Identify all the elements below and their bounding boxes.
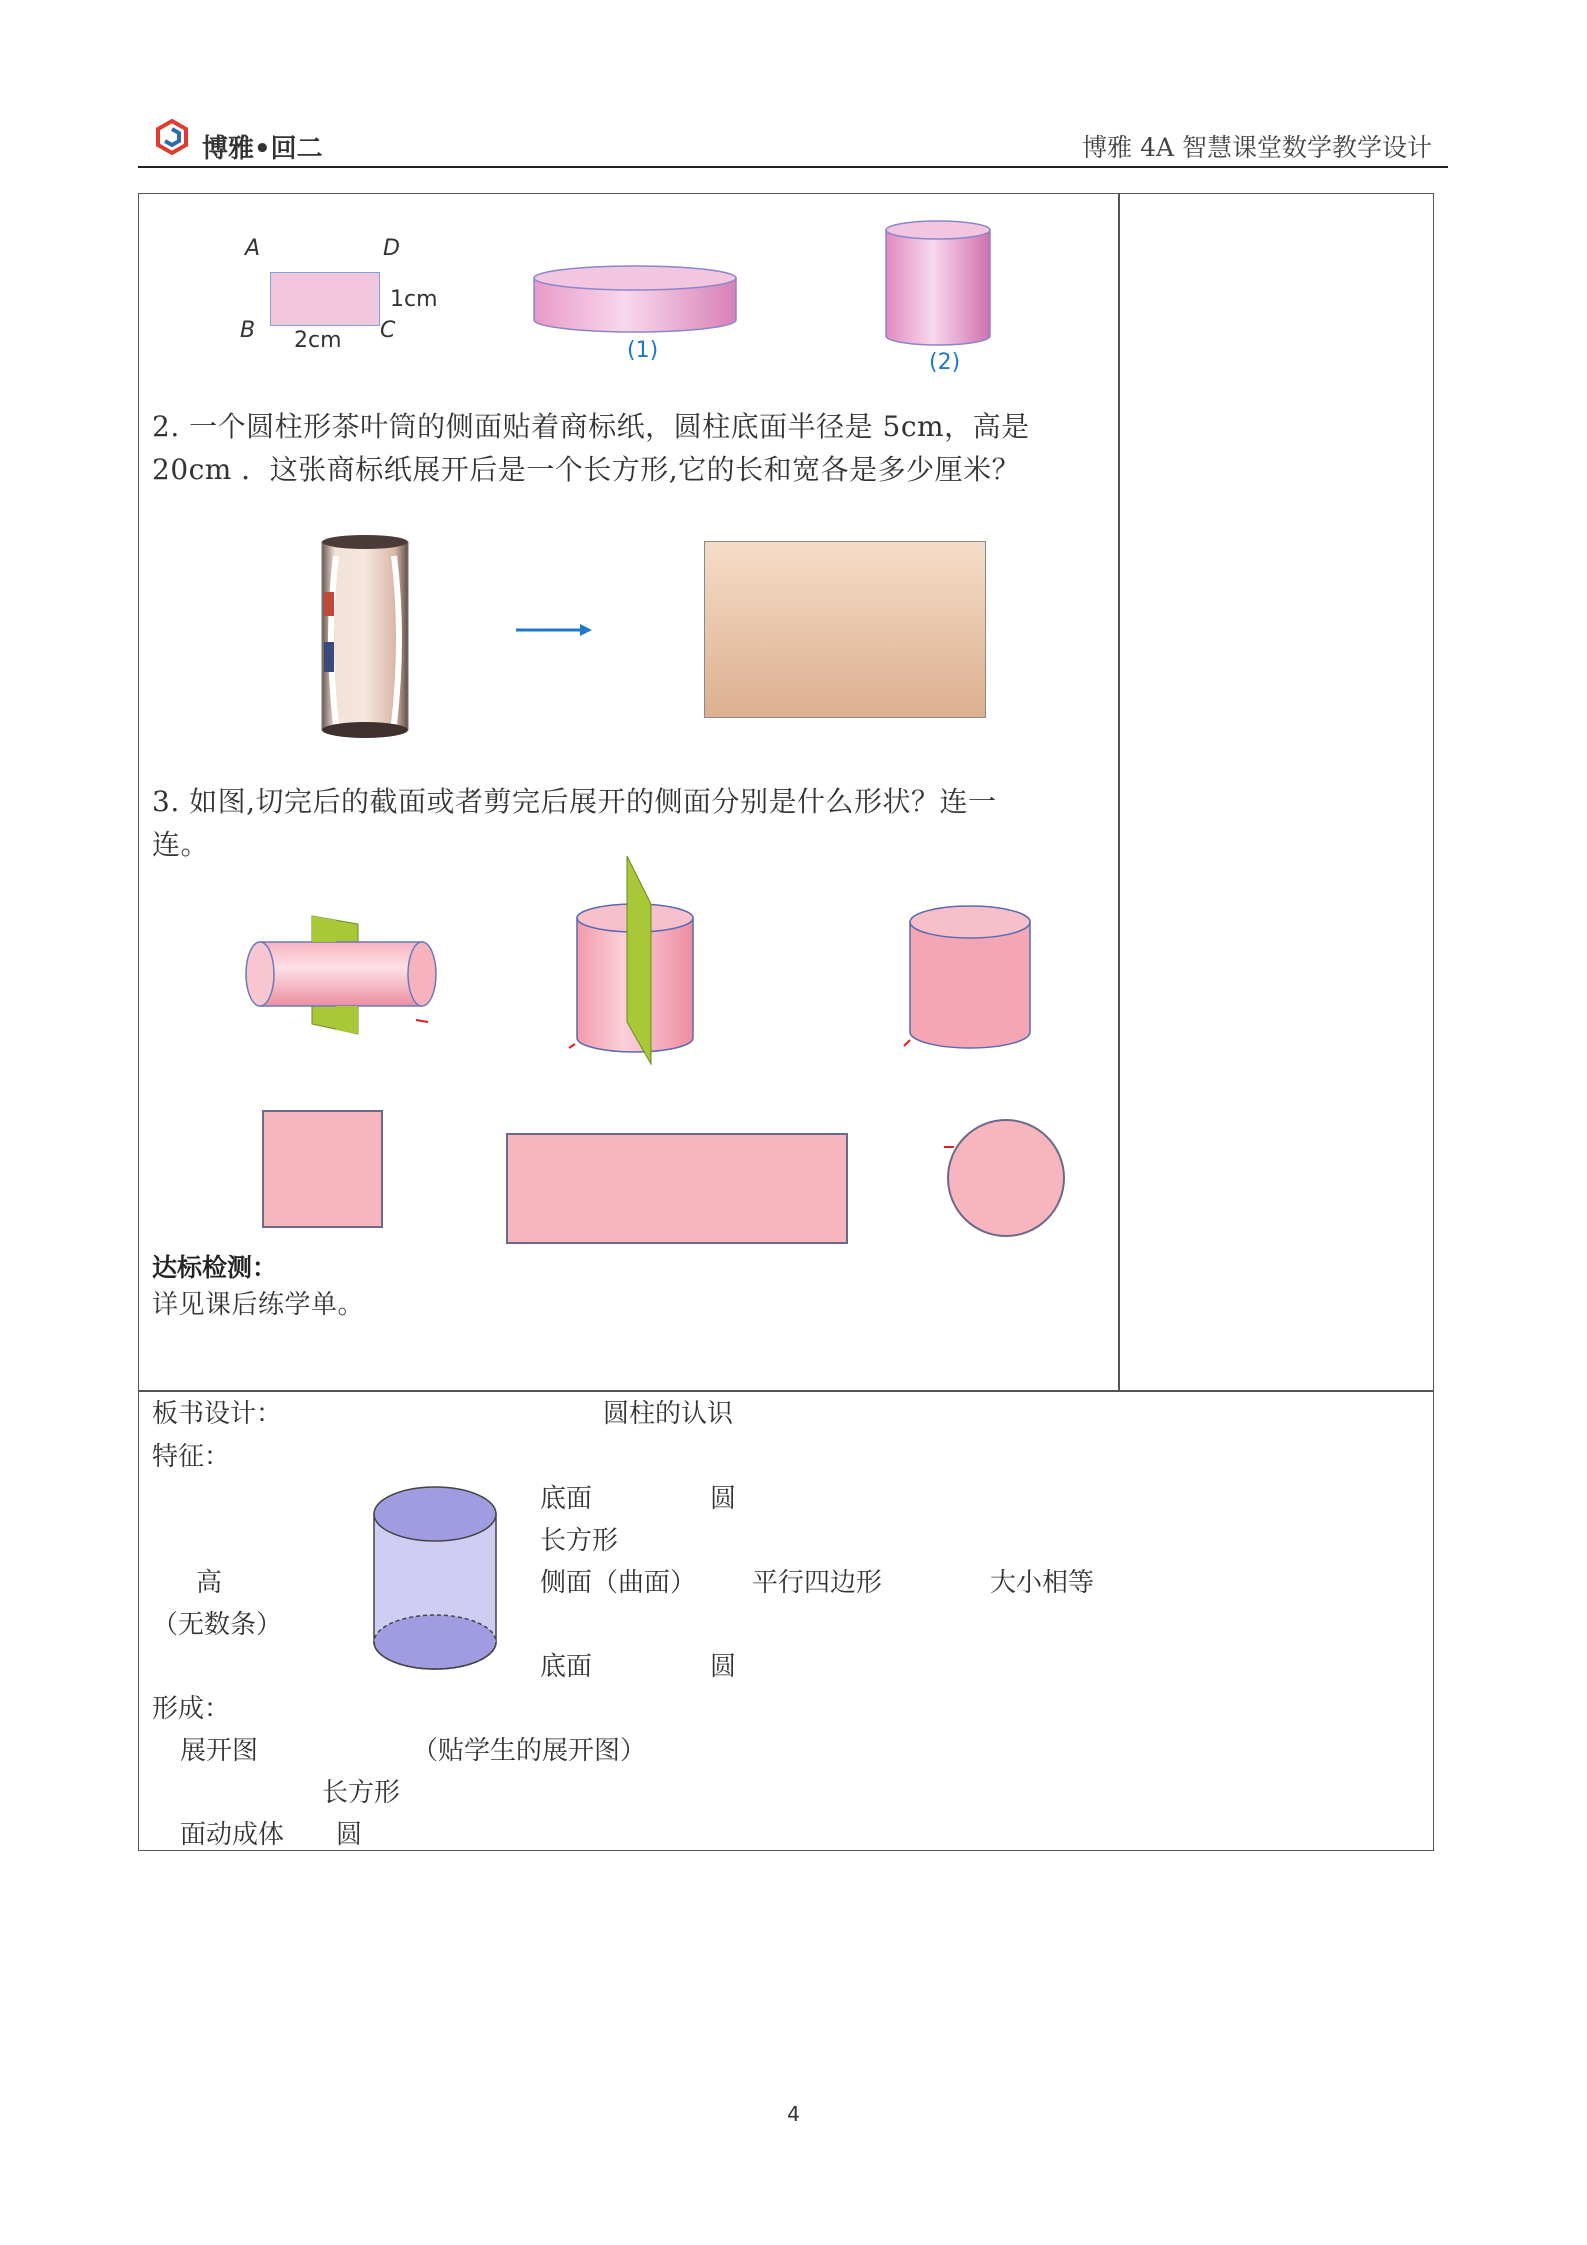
label-a: A — [245, 236, 261, 261]
board-height: 高 — [196, 1568, 223, 1598]
board-label: 板书设计： — [152, 1399, 283, 1429]
lavender-cylinder-figure — [370, 1482, 500, 1674]
caption-1: (1) — [627, 338, 659, 363]
unrolled-label-rectangle — [704, 541, 986, 718]
logo-text: 博雅•回二 — [202, 134, 323, 164]
header-title: 博雅 4A 智慧课堂数学教学设计 — [1082, 133, 1432, 162]
height-label: 1cm — [390, 287, 438, 312]
board-features: 特征： — [152, 1442, 231, 1472]
q3-line-2: 连。 — [152, 828, 210, 861]
horizontal-cylinder-cut-figure — [240, 910, 440, 1040]
board-infinite: （无数条） — [152, 1610, 283, 1640]
label-d: D — [383, 236, 400, 261]
wide-cylinder-figure — [530, 262, 740, 342]
board-circle-1: 圆 — [710, 1484, 737, 1514]
board-rectangle: 长方形 — [540, 1526, 619, 1556]
board-parallelogram: 平行四边形 — [752, 1568, 883, 1598]
assessment-heading: 达标检测： — [152, 1253, 278, 1282]
rectangle-shape — [506, 1133, 848, 1244]
table-column-divider — [1118, 193, 1120, 1391]
caption-2: (2) — [929, 350, 961, 375]
board-equal-size: 大小相等 — [990, 1568, 1095, 1598]
logo-icon — [152, 118, 192, 158]
rectangle-abcd — [270, 272, 380, 326]
board-rectangle-2: 长方形 — [322, 1778, 401, 1808]
board-bottom-face-2: 底面 — [540, 1652, 593, 1682]
vertical-cylinder-cut-figure — [565, 852, 705, 1072]
assessment-text: 详见课后练学单。 — [152, 1290, 365, 1320]
label-b: B — [240, 318, 256, 343]
board-bottom-face-1: 底面 — [540, 1484, 593, 1514]
board-title: 圆柱的认识 — [603, 1399, 734, 1429]
width-label: 2cm — [294, 328, 342, 353]
board-face-to-solid: 面动成体 — [180, 1820, 285, 1850]
board-paste-note: （贴学生的展开图） — [412, 1736, 647, 1766]
q2-line-2: 20cm ．这张商标纸展开后是一个长方形,它的长和宽各是多少厘米？ — [152, 453, 1021, 486]
tea-canister-image — [316, 532, 414, 740]
board-net: 展开图 — [180, 1736, 259, 1766]
table-row-divider — [138, 1390, 1434, 1392]
header-rule — [138, 166, 1448, 168]
board-side-face: 侧面（曲面） — [540, 1568, 697, 1598]
page-number: 4 — [787, 2102, 800, 2126]
board-circle-2: 圆 — [710, 1652, 737, 1682]
board-formation: 形成： — [152, 1694, 231, 1724]
square-shape — [262, 1110, 383, 1228]
q3-line-1: 3. 如图,切完后的截面或者剪完后展开的侧面分别是什么形状？连一 — [152, 785, 997, 818]
label-c: C — [380, 318, 396, 343]
circle-shape — [942, 1115, 1066, 1239]
upright-cylinder-figure — [900, 896, 1040, 1058]
tall-cylinder-figure — [882, 218, 994, 350]
board-circle-3: 圆 — [336, 1820, 363, 1850]
q2-line-1: 2. 一个圆柱形茶叶筒的侧面贴着商标纸，圆柱底面半径是 5cm，高是 — [152, 410, 1030, 443]
right-arrow-icon — [514, 620, 594, 640]
